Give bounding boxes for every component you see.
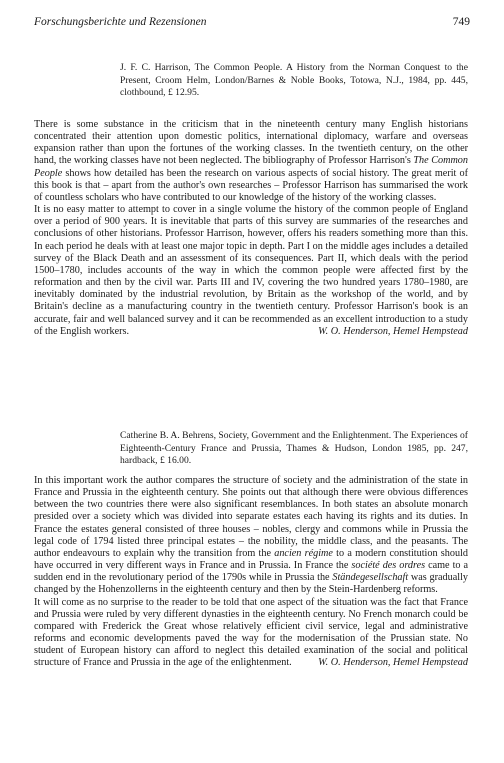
review-1-signature: W. O. Henderson, Hemel Hempstead: [318, 325, 468, 337]
review-2-paragraph-2: It will come as no surprise to the reader to be told that one aspect of the situation was the fact that France and Prussia were ruled by very different dynasties in the eighteenth century. No French monarch could be compared with Frederick the Great whose relatively efficient civil service, legal and administrative reforms and economic developments paved the way for the modernisation of the Prussian state. No student of European history can afford to neglect this detailed examination of the social and political structure of France and Prussia in the age of the enlightenment. W. O. Henderson, Hemel Hempstead: [34, 596, 468, 669]
review-2-body: [34, 475, 468, 670]
running-header: [34, 16, 470, 36]
book-title: The Common People: [34, 155, 468, 179]
review-2-signature: W. O. Henderson, Hemel Hempstead: [318, 657, 468, 669]
review-2-citation: Catherine B. A. Behrens, Society, Government and the Enlightenment. The Experiences of Eighteenth-Century France and Prussia, Thames & Hudson, London 1985, pp. 247, hardback, £ 16.00.: [120, 430, 468, 466]
section-title: Forschungsberichte und Rezensionen: [34, 16, 207, 28]
page-number: 749: [452, 16, 470, 28]
review-1-citation: J. F. C. Harrison, The Common People. A History from the Norman Conquest to the Present, Croom Helm, London/Barnes & Noble Books, Totowa, N.J., 1984, pp. 445, clothbound, £ 12.95.: [120, 62, 468, 98]
review-1-body: [34, 119, 468, 338]
review-1-paragraph-2: It is no easy matter to attempt to cover in a single volume the history of the common people of England over a period of 900 years. It is inevitable that parts of this survey are summaries of the researches and conclusions of other historians. Professor Harrison, however, offers his readers something more than this. In each period he deals with at least one major topic in depth. Part I on the middle ages includes a detailed survey of the Black Death and an assessment of its consequences. Part II, which deals with the period 1500–1780, includes accounts of the way in which the common people were affected first by the reformation and then by the civil war. Parts III and IV, covering the two hundred years 1780–1980, are inevitably dominated by the industrial revolution, by Britain as the workshop of the world, and by Britain's decline as a manufacturing country in the twentieth century. Professor Harrison's book is an accurate, fair and well balanced survey and it can be recommended as an excellent introduction to a study of the English workers. W. O. Henderson, Hemel Hempstead: [34, 204, 468, 337]
review-1-paragraph-1: There is some substance in the criticism that in the nineteenth century many English historians concentrated their attention upon domestic politics, international diplomacy, warfare and overseas expansion rather than upon the fortunes of the working classes. In the twentieth century, on the other hand, the working classes have not been neglected. The bibliography of Professor Harrison's The Common People shows how detailed has been the research on various aspects of social history. The great merit of this book is that – apart from the author's own researches – Professor Harrison has summarised the work of countless scholars who have contributed to our knowledge of the history of the working classes.: [34, 119, 468, 203]
review-2-paragraph-1: In this important work the author compares the structure of society and the administration of the state in France and Prussia in the eighteenth century. She points out that although there were obvious differences between the two countries there were also significant resemblances. In both states an absolute monarch presided over a society which was divided into separate estates each having its rights and its duties. In France the estates general consisted of three houses – nobles, clergy and commons while in Prussia the legal code of 1794 listed three principal estates – the nobility, the middle class, and the peasants. The author endeavours to explain why the transition from the ancien régime to a modern constitution should have occurred in very different ways in France and in Prussia. In France the société des ordres came to a sudden end in the revolutionary period of the 1790s while in Prussia the Ständegesellschaft was gradually changed by the Hohenzollerns in the eighteenth century and then by the Stein-Hardenberg reforms.: [34, 475, 469, 596]
